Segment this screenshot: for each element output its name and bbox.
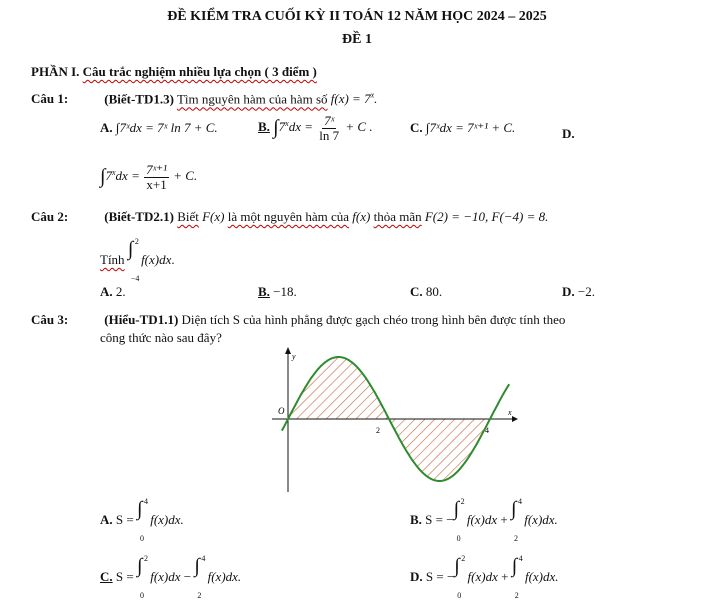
question-3-line2: công thức nào sau đây? (100, 330, 222, 345)
q3-option-b[interactable]: B. S = − ∫ 2 0 f(x)dx + ∫ 4 2 f(x)dx. (410, 497, 558, 543)
section-label: PHẦN I. (31, 64, 80, 79)
question-3: Câu 3: (Hiểu-TD1.1) Diện tích S của hình phẳng được gạch chéo trong hình bên được tính theo (31, 312, 566, 327)
x-axis-arrow (512, 416, 518, 422)
q1-option-d-label[interactable]: D. (562, 126, 575, 141)
q3-option-d[interactable]: D. S = − ∫ 2 0 f(x)dx + ∫ 4 2 f(x)dx. (410, 554, 559, 600)
question-tag: (Biết-TD1.3) (104, 91, 174, 107)
y-axis-arrow (285, 347, 291, 354)
tick-4: 4 (485, 426, 489, 435)
area-graph (272, 344, 522, 494)
question-1 (31, 91, 377, 107)
q2-option-d[interactable]: D. −2. (562, 284, 595, 299)
q1-option-d[interactable]: $\int 7^xdx$ = $\frac{\text{7ˣ⁺¹}}{x+1}$ + C. (100, 162, 198, 192)
q1-option-c-text: ∫7ˣdx = 7ˣ⁺¹ + C (425, 120, 513, 135)
question-2: Câu 2: (Biết-TD2.1) Biết F(x) là một nguyên hàm của f(x) thỏa mãn F(2) = −10, F(−4) = 8. (31, 209, 549, 224)
question-text: Tìm nguyên hàm của hàm số (176, 91, 328, 107)
q1-option-a-text: ∫7ˣdx = 7ˣ ln 7 + C (115, 120, 215, 135)
q2-option-a[interactable]: A. 2. (100, 284, 126, 299)
q3-option-c[interactable]: C. S = ∫ 2 0 f(x)dx − ∫ 4 2 f(x)dx. (100, 554, 242, 600)
q1-option-b[interactable]: B. $\int 7^xdx$ = $\frac{\text{7ˣ}}{\ln 7}$ + C . (258, 113, 373, 143)
section-text: Câu trắc nghiệm nhiều lựa chọn ( 3 điểm ) (82, 64, 317, 79)
tick-2: 2 (376, 426, 380, 435)
q1-option-c[interactable]: C. ∫7ˣdx = 7ˣ⁺¹ + C. (410, 120, 516, 135)
q2-option-c[interactable]: C. 80. (410, 284, 443, 299)
q2-option-b[interactable]: B. −18. (258, 284, 297, 299)
section-heading (31, 64, 317, 80)
x-axis-label: x (508, 408, 512, 417)
origin-label: O (278, 406, 285, 416)
y-axis-label: y (292, 352, 296, 361)
page-title: ĐỀ KIỂM TRA CUỐI KỲ II TOÁN 12 NĂM HỌC 2024 – 2025 (167, 9, 547, 24)
question-label: Câu 1: (31, 91, 69, 107)
question-function: $f(x) = 7^x$. (330, 91, 378, 107)
q1-option-a[interactable]: A. ∫7ˣdx = 7ˣ ln 7 + C. (100, 120, 218, 135)
q3-option-a[interactable]: A. S = ∫ 4 0 f(x)dx. (100, 497, 184, 543)
exam-code: ĐỀ 1 (342, 32, 372, 47)
q2-integral: Tính ∫ 2 −4 f(x)dx. (100, 237, 175, 283)
